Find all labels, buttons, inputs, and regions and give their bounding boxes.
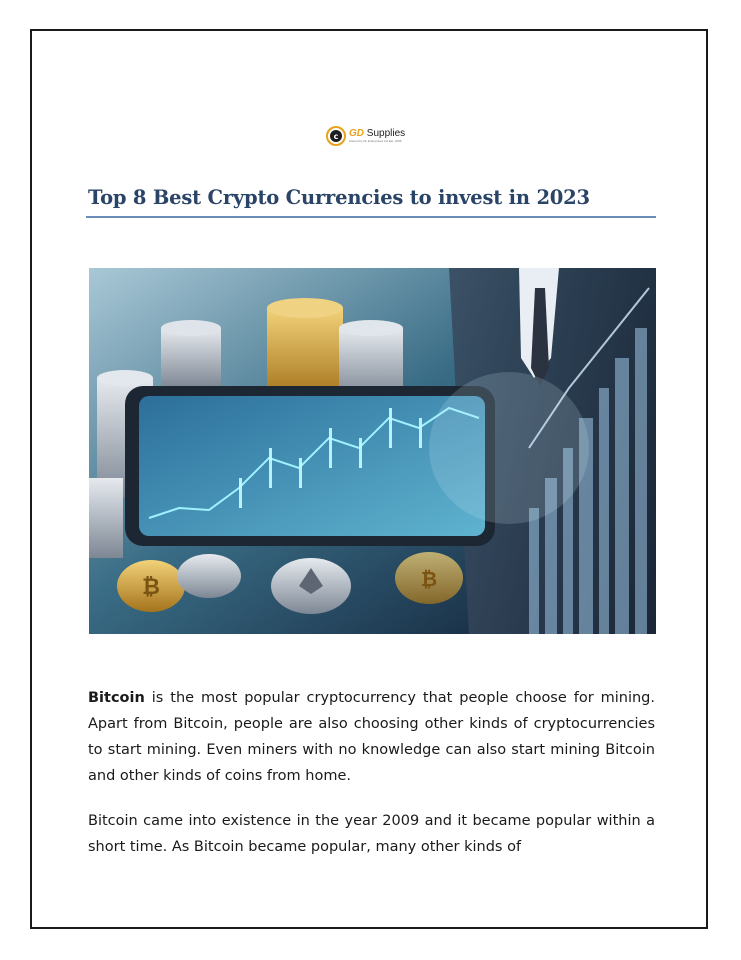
logo-mark-letter: c: [330, 130, 342, 142]
logo-brand-prefix: GD: [349, 128, 364, 139]
logo-brand: [349, 129, 405, 139]
logo-brand-name: Supplies: [366, 128, 406, 139]
company-logo: [326, 124, 405, 148]
bitcoin-coin-left: ₿: [142, 575, 160, 600]
body-paragraph-2: Bitcoin came into existence in the year 2009 and it became popular within a short time. As Bitcoin became popular, many other kinds of: [88, 813, 655, 855]
bitcoin-coin-right: ₿: [420, 567, 438, 591]
page-title: Top 8 Best Crypto Currencies to invest in 2023: [88, 186, 590, 209]
body-paragraph-1: [88, 685, 655, 789]
logo-tagline: Owned by DL Enterprises Ltd Est. 2006: [349, 139, 402, 143]
crypto-hero-image: [89, 268, 656, 634]
logo-text: [349, 129, 405, 143]
bold-term-bitcoin: Bitcoin: [88, 690, 145, 706]
crypto-coins-trading-chart-image: [89, 268, 656, 634]
logo-coin-icon: [326, 126, 346, 146]
title-underline: [86, 216, 656, 218]
paragraph-1-text: is the most popular cryptocurrency that people choose for mining. Apart from Bitcoin, people are also choosing other kinds of cryptocurrencies to start mining. Even miners with no knowledge can also start mining Bitcoin and other kinds of coins from home.: [88, 690, 655, 784]
